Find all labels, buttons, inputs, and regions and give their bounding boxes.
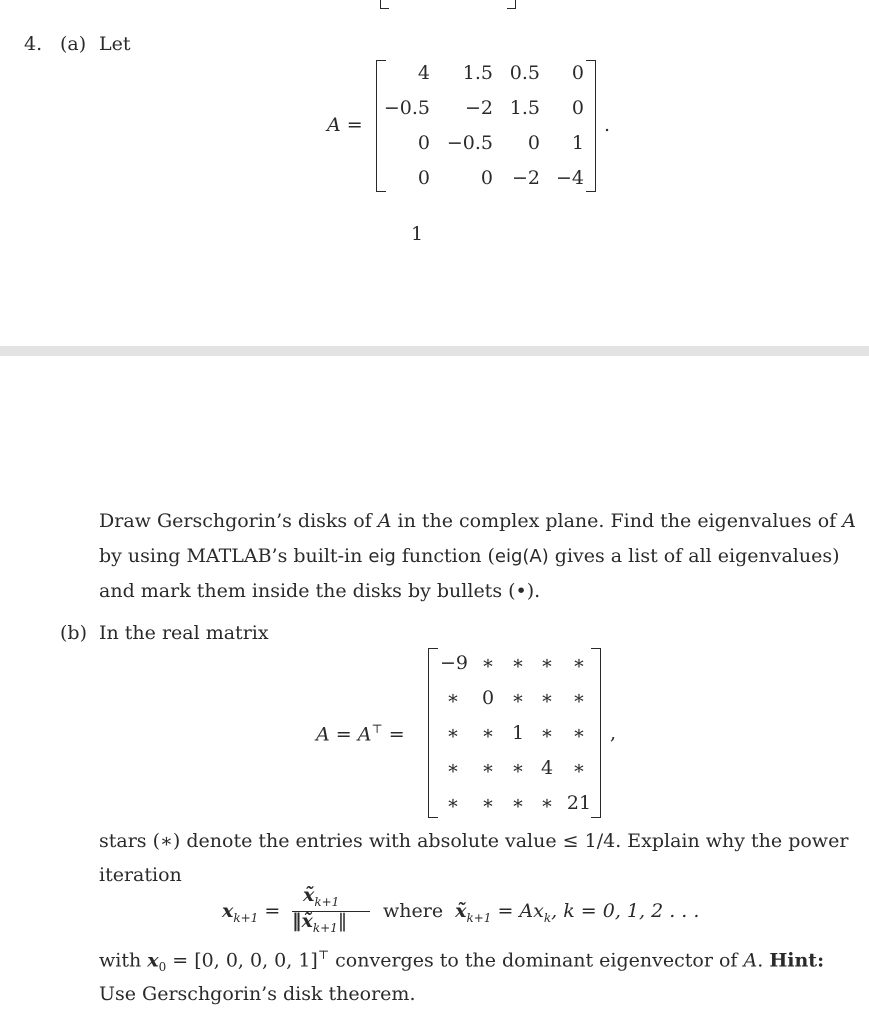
with-word: with [99,949,148,972]
transpose-symbol: ⊤ [371,722,383,736]
part-a-text-2c: gives a list of all eigenvalues) [548,545,840,567]
part-a-intro: Let [99,33,131,55]
page-number: 1 [411,223,424,245]
matrix-a-cell: −2 [511,167,540,189]
initial-vector-line [99,948,824,974]
transpose-symbol: ⊤ [317,948,330,962]
norm-close: ‖ [337,910,348,932]
where-word: where [383,900,444,922]
part-a-text-1b: in the complex plane. Find the eigenvalues of [391,510,843,532]
where-clause [383,900,699,925]
matrix-b-cell: 1 [511,722,525,744]
part-a-text-line3: and mark them inside the disks by bullets (•). [99,580,541,602]
matrix-a-cell: 0.5 [509,62,540,84]
var-a: A [377,510,392,532]
matrix-b-cell: ∗ [572,652,586,674]
matrix-b-comma: , [610,722,617,744]
matrix-a-lhs: A = [327,114,363,136]
x0-value: = [0, 0, 0, 0, 1] [166,949,318,972]
partial-bracket-right [507,0,516,9]
matrix-b-cell: ∗ [540,652,554,674]
x0: x [147,949,159,972]
matrix-b-lhs [316,722,405,745]
subscript: k+1 [466,910,492,925]
part-b-intro: In the real matrix [99,622,269,644]
hint-line2: Use Gerschgorin’s disk theorem. [99,983,416,1005]
subscript: k+1 [233,910,259,925]
page-break-divider [0,346,869,356]
subscript: k [543,910,552,925]
equals: = [264,900,281,922]
part-a-text-2a: by using MATLAB’s built-in [99,545,369,567]
matrix-b-cell: 4 [540,757,554,779]
hint-label: Hint: [769,949,825,972]
matrix-b-cell: 21 [566,792,592,814]
matrix-a-cell: −4 [555,167,584,189]
matrix-b-cell: ∗ [446,687,460,709]
matrix-b-cell: ∗ [572,757,586,779]
matrix-b-cell: ∗ [572,722,586,744]
subscript: k+1 [314,894,340,909]
matrix-a-cell: 0 [571,62,584,84]
iteration-lhs [222,900,280,925]
stars-line2: iteration [99,864,182,886]
part-a-text-1a: Draw Gerschgorin’s disks of [99,510,378,532]
matrix-b-cell: ∗ [511,652,525,674]
x-vector: x [222,900,234,922]
part-a-text-line2 [99,545,840,567]
matrix-a-cell: 1.5 [509,97,540,119]
stars-line1: stars (∗) denote the entries with absolute value ≤ 1/4. Explain why the power [99,830,849,852]
matrix-b-cell: ∗ [481,722,495,744]
matrix-b-cell: ∗ [511,757,525,779]
part-a-label: (a) [60,33,87,55]
matrix-b-cell: ∗ [446,722,460,744]
part-a-text-2b: function ( [395,545,495,567]
matrix-b-cell: ∗ [540,792,554,814]
matrix-a-cell: 1 [571,132,584,154]
matrix-b-cell: 0 [481,687,495,709]
matrix-b-cell: ∗ [540,687,554,709]
matrix-b-lhs-text: A = A [316,723,372,746]
part-a-text-line1 [99,510,856,532]
code-eig: eig [368,546,396,567]
where-rhs: = Ax [491,900,544,922]
matrix-b-cell: ∗ [511,687,525,709]
matrix-b-cell: ∗ [540,722,554,744]
matrix-b-cell: ∗ [481,652,495,674]
problem-number: 4. [24,33,43,55]
matrix-a-cell: 0 [527,132,540,154]
fraction-numerator [303,884,339,909]
code-eig-a: eig(A) [494,546,549,567]
matrix-b-cell: ∗ [446,792,460,814]
matrix-a-cell: −2 [464,97,493,119]
matrix-a-cell: −0.5 [383,97,430,119]
matrix-a-cell: 1.5 [462,62,493,84]
matrix-a-cell: 4 [417,62,430,84]
matrix-b-cell: −9 [439,652,468,674]
norm-open: ‖x̃ [292,910,313,932]
matrix-b-cell: ∗ [446,757,460,779]
matrix-a-cell: 0 [571,97,584,119]
matrix-a-cell: 0 [417,167,430,189]
matrix-b-cell: ∗ [481,757,495,779]
fraction-denominator [292,910,347,935]
matrix-a-cell: 0 [480,167,493,189]
conv-end: . [757,949,770,972]
part-b-label: (b) [60,622,87,644]
matrix-a-cell: −0.5 [446,132,493,154]
subscript: 0 [158,960,167,975]
k-range: , k = 0, 1, 2 . . . [551,900,700,922]
var-a: A [842,510,856,532]
matrix-a-cell: 0 [417,132,430,154]
matrix-b-eq: = [388,723,405,746]
partial-bracket-left [380,0,389,9]
matrix-b-cell: ∗ [572,687,586,709]
matrix-b-cell: ∗ [511,792,525,814]
var-a: A [743,949,758,972]
matrix-a-right-bracket [586,60,596,192]
x-tilde: x̃ [455,900,467,922]
subscript: k+1 [312,920,338,935]
x-tilde: x̃ [303,884,315,906]
matrix-b-cell: ∗ [481,792,495,814]
matrix-a-period: . [604,114,611,136]
converges-text: converges to the dominant eigenvector of [329,949,744,972]
